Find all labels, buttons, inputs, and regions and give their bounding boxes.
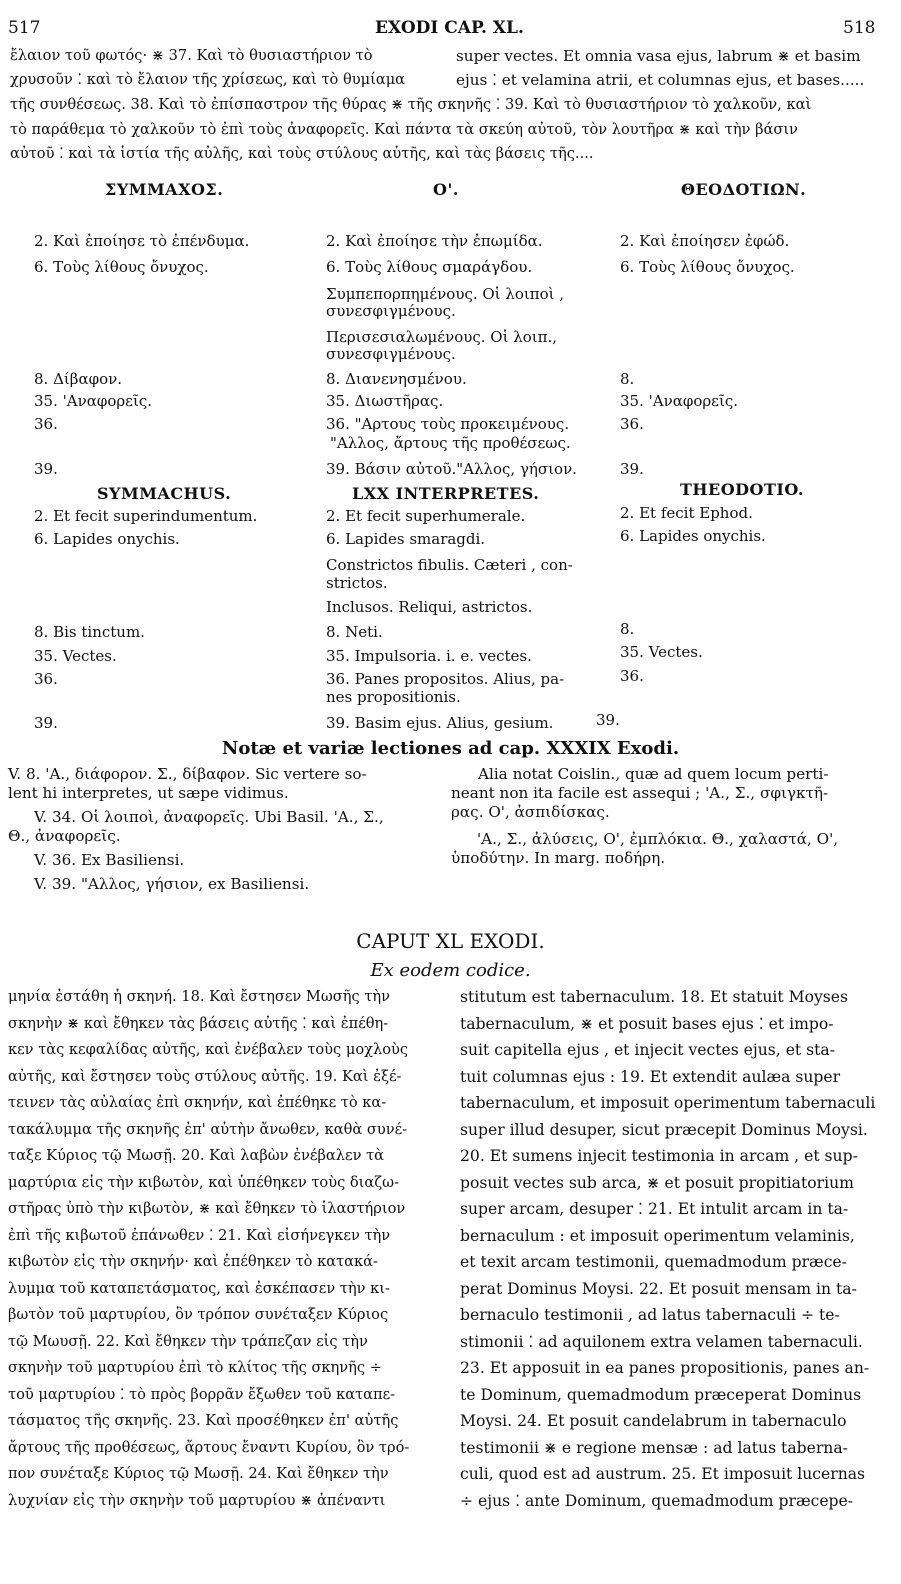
table-cell: 35. Διωστῆρας. <box>326 392 444 410</box>
table-cell: 36. <box>620 415 644 433</box>
table-cell: nes propositionis. <box>326 688 461 706</box>
table-cell: 39. <box>34 714 58 732</box>
note-line: V. 39. "Αλλος, γήσιον, ex Basiliensi. <box>34 875 310 893</box>
intro-line: τὸ παράθεμα τὸ χαλκοῦν τὸ ἐπὶ τοὺς ἀναφορεῖς. Καὶ πάντα τὰ σκεύη αὐτοῦ, τὸν λουτῆρα ⋇ καὶ τὴν βάσιν <box>10 121 798 138</box>
column-header-theodotion-latin: THEODOTIO. <box>680 480 804 499</box>
intro-line: ejus ⁚ et velamina atrii, et columnas ejus, et bases..... <box>456 71 865 89</box>
greek-text-line: τάσματος τῆς σκηνῆς. 23. Καὶ προσέθηκεν ἐπ' αὐτῆς <box>8 1412 399 1429</box>
table-cell: 2. Et fecit superhumerale. <box>326 507 526 525</box>
column-header-theodotion-greek: ΘΕΟΔΟΤΙΩΝ. <box>681 180 807 199</box>
table-cell: συνεσφιγμένους. <box>326 302 456 320</box>
greek-text-line: πον συνέταξε Κύριος τῷ Μωσῇ. 24. Καὶ ἔθηκεν τὴν <box>8 1465 389 1482</box>
note-line: V. 34. Οἱ λοιποὶ, ἀναφορεῖς. Ubi Basil. 'Α., Σ., <box>34 808 384 826</box>
chapter-title: CAPUT XL EXODI. <box>356 929 545 953</box>
table-cell: "Αλλος, ἄρτους τῆς προθέσεως. <box>330 434 571 452</box>
running-title: EXODI CAP. XL. <box>375 18 524 38</box>
greek-text-line: τῷ Μωυσῇ. 22. Καὶ ἔθηκεν τὴν τράπεζαν εἰς τὴν <box>8 1332 368 1350</box>
greek-text-line: τεινεν τὰς αὐλαίας ἐπὶ σκηνήν, καὶ ἐπέθηκε τὸ κα- <box>8 1094 387 1111</box>
column-header-symmachus-greek: ΣΥΜΜΑΧΟΣ. <box>105 180 224 199</box>
note-line: neant non ita facile est assequi ; 'Α., Σ., σφιγκτῆ- <box>451 784 829 802</box>
table-cell: 6. Τοὺς λίθους σμαράγδου. <box>326 258 533 276</box>
column-header-lxx-greek: Ο'. <box>433 180 459 199</box>
table-cell: 2. Καὶ ἐποίησεν ἐφώδ. <box>620 232 790 250</box>
column-header-lxx-latin: LXX INTERPRETES. <box>352 484 540 503</box>
greek-text-line: ἐπὶ τῆς κιβωτοῦ ἐπάνωθεν ⁚ 21. Καὶ εἰσήνεγκεν τὴν <box>8 1226 391 1244</box>
page-number-right: 518 <box>843 18 876 38</box>
intro-line: super vectes. Et omnia vasa ejus, labrum ⋇ et basim <box>456 47 861 65</box>
latin-text-line: bernaculum : et imposuit operimentum velaminis, <box>460 1226 855 1245</box>
table-cell: Inclusos. Reliqui, astrictos. <box>326 598 533 616</box>
latin-text-line: et texit arcam testimonii, quemadmodum præce- <box>460 1253 847 1271</box>
latin-text-line: posuit vectes sub arca, ⋇ et posuit propitiatorium <box>460 1173 854 1192</box>
intro-line: αὐτοῦ ⁚ καὶ τὰ ἱστία τῆς αὐλῆς, καὶ τοὺς στύλους αὐτῆς, καὶ τὰς βάσεις τῆς.... <box>10 145 594 162</box>
table-cell: 2. Καὶ ἐποίησε τὸ ἐπένδυμα. <box>34 232 250 250</box>
table-cell: 39. <box>596 711 620 729</box>
table-cell: 39. <box>620 460 644 478</box>
table-cell: 6. Lapides onychis. <box>620 527 766 545</box>
intro-line: τῆς συνθέσεως. 38. Καὶ τὸ ἐπίσπαστρον τῆς θύρας ⋇ τῆς σκηνῆς ⁚ 39. Καὶ τὸ θυσιαστήριον τὸ χαλκοῦν, καὶ <box>10 96 812 113</box>
table-cell: 39. Βάσιν αὐτοῦ."Αλλος, γήσιον. <box>326 460 577 478</box>
table-cell: 35. 'Αναφορεῖς. <box>620 392 739 410</box>
latin-text-line: tabernaculum, ⋇ et posuit bases ejus ⁚ et impo- <box>460 1014 834 1033</box>
table-cell: 36. <box>34 670 58 688</box>
table-cell: 8. Δίβαφον. <box>34 370 123 388</box>
table-cell: 36. Panes propositos. Alius, pa- <box>326 670 565 688</box>
table-cell: 6. Τοὺς λίθους ὄνυχος. <box>620 258 795 276</box>
latin-text-line: super arcam, desuper ⁚ 21. Et intulit arcam in ta- <box>460 1200 849 1218</box>
latin-text-line: bernaculo testimonii , ad latus tabernaculi ÷ te- <box>460 1306 840 1324</box>
table-cell: 36. <box>620 667 644 685</box>
greek-text-line: σκηνὴν ⋇ καὶ ἔθηκεν τὰς βάσεις αὐτῆς ⁚ καὶ ἐπέθη- <box>8 1014 389 1032</box>
greek-text-line: μηνία ἐστάθη ἡ σκηνή. 18. Καὶ ἔστησεν Μωσῆς τὴν <box>8 988 390 1005</box>
note-line: ρας. Ο', ἀσπιδίσκας. <box>451 803 610 821</box>
greek-text-line: κεν τὰς κεφαλίδας αὐτῆς, καὶ ἐνέβαλεν τοὺς μοχλοὺς <box>8 1041 409 1058</box>
note-line: lent hi interpretes, ut sæpe vidimus. <box>8 784 289 802</box>
table-cell: 39. Basim ejus. Alius, gesium. <box>326 714 554 732</box>
column-header-symmachus-latin: SYMMACHUS. <box>97 484 232 503</box>
latin-text-line: testimonii ⋇ e regione mensæ : ad latus taberna- <box>460 1438 848 1457</box>
table-cell: 8. <box>620 370 635 388</box>
greek-text-line: σκηνὴν τοῦ μαρτυρίου ἐπὶ τὸ κλίτος τῆς σκηνῆς ÷ <box>8 1359 382 1376</box>
table-cell: 8. Neti. <box>326 623 383 641</box>
note-line: V. 36. Ex Basiliensi. <box>34 851 185 869</box>
latin-text-line: tabernaculum, et imposuit operimentum tabernaculi <box>460 1094 876 1112</box>
note-line: ὑποδύτην. In marg. ποδήρη. <box>451 849 666 867</box>
latin-text-line: suit capitella ejus , et injecit vectes ejus, et sta- <box>460 1041 835 1059</box>
latin-text-line: tuit columnas ejus : 19. Et extendit aulæa super <box>460 1067 841 1086</box>
greek-text-line: ἄρτους τῆς προθέσεως, ἄρτους ἔναντι Κυρίου, ὃν τρό- <box>8 1438 410 1456</box>
notes-title: Notæ et variæ lectiones ad cap. XXXIX Exodi. <box>221 738 680 759</box>
latin-text-line: stimonii ⁚ ad aquilonem extra velamen tabernaculi. <box>460 1332 863 1351</box>
greek-text-line: τακάλυμμα τῆς σκηνῆς ἐπ' αὐτὴν ἄνωθεν, καθὰ συνέ- <box>8 1120 408 1138</box>
latin-text-line: perat Dominus Moysi. 22. Et posuit mensam in ta- <box>460 1279 857 1298</box>
table-cell: 6. Τοὺς λίθους ὄνυχος. <box>34 258 209 276</box>
table-cell: Συμπεπορπημένους. Οἱ λοιποὶ , <box>326 285 565 303</box>
table-cell: 6. Lapides onychis. <box>34 530 180 548</box>
latin-text-line: super illud desuper, sicut præcepit Dominus Moysi. <box>460 1120 868 1139</box>
intro-line: ἔλαιον τοῦ φωτός· ⋇ 37. Καὶ τὸ θυσιαστήριον τὸ <box>10 47 373 64</box>
greek-text-line: αὐτῆς, καὶ ἔστησεν τοὺς στύλους αὐτῆς. 19. Καὶ ἐξέ- <box>8 1067 402 1085</box>
greek-text-line: κιβωτὸν εἰς τὴν σκηνήν· καὶ ἐπέθηκεν τὸ κατακά- <box>8 1253 378 1270</box>
table-cell: 36. "Αρτους τοὺς προκειμένους. <box>326 415 570 433</box>
greek-text-line: τοῦ μαρτυρίου ⁚ τὸ πρὸς βορρᾶν ἔξωθεν τοῦ καταπε- <box>8 1385 396 1403</box>
table-cell: 35. Impulsoria. i. e. vectes. <box>326 647 532 665</box>
table-cell: 35. 'Αναφορεῖς. <box>34 392 153 410</box>
latin-text-line: ÷ ejus ⁚ ante Dominum, quemadmodum præcepe- <box>460 1491 854 1510</box>
table-cell: 35. Vectes. <box>620 643 703 661</box>
table-cell: 36. <box>34 415 58 433</box>
table-cell: 6. Lapides smaragdi. <box>326 530 486 548</box>
table-cell: Constrictos fibulis. Cæteri , con- <box>326 556 573 574</box>
table-cell: strictos. <box>326 574 388 592</box>
latin-text-line: stitutum est tabernaculum. 18. Et statuit Moyses <box>460 988 848 1006</box>
page-number-left: 517 <box>8 18 41 38</box>
greek-text-line: μαρτύρια εἰς τὴν κιβωτὸν, καὶ ὑπέθηκεν τοὺς διαζω- <box>8 1173 400 1191</box>
table-cell: 35. Vectes. <box>34 647 117 665</box>
greek-text-line: ταξε Κύριος τῷ Μωσῇ. 20. Καὶ λαβὼν ἐνέβαλεν τὰ <box>8 1147 385 1164</box>
chapter-subtitle: Ex eodem codice. <box>370 960 531 981</box>
intro-line: χρυσοῦν ⁚ καὶ τὸ ἔλαιον τῆς χρίσεως, καὶ τὸ θυμίαμα <box>10 71 406 88</box>
greek-text-line: βωτὸν τοῦ μαρτυρίου, ὃν τρόπον συνέταξεν Κύριος <box>8 1306 389 1323</box>
table-cell: 8. Διανενησμένου. <box>326 370 467 388</box>
note-line: Θ., ἀναφορεῖς. <box>8 827 121 845</box>
table-cell: 2. Et fecit superindumentum. <box>34 507 258 525</box>
table-cell: 2. Καὶ ἐποίησε τὴν ἐπωμίδα. <box>326 232 543 250</box>
note-line: Alia notat Coislin., quæ ad quem locum perti- <box>478 765 829 783</box>
latin-text-line: culi, quod est ad austrum. 25. Et imposuit lucernas <box>460 1465 866 1483</box>
table-cell: 8. <box>620 620 635 638</box>
greek-text-line: λυχνίαν εἰς τὴν σκηνὴν τοῦ μαρτυρίου ⋇ ἀπέναντι <box>8 1491 386 1509</box>
table-cell: 39. <box>34 460 58 478</box>
note-line: V. 8. 'Α., διάφορον. Σ., δίβαφον. Sic vertere so- <box>8 765 367 783</box>
greek-text-line: στῆρας ὑπὸ τὴν κιβωτὸν, ⋇ καὶ ἔθηκεν τὸ ἱλαστήριον <box>8 1200 406 1217</box>
greek-text-line: λυμμα τοῦ καταπετάσματος, καὶ ἐσκέπασεν τὴν κι- <box>8 1279 390 1297</box>
table-cell: Περισεσιαλωμένους. Οἱ λοιπ., <box>326 328 558 346</box>
table-cell: 8. Bis tinctum. <box>34 623 145 641</box>
latin-text-line: 20. Et sumens injecit testimonia in arcam , et sup- <box>460 1147 858 1165</box>
table-cell: 2. Et fecit Ephod. <box>620 504 753 522</box>
note-line: 'Α., Σ., ἀλύσεις, Ο', ἐμπλόκια. Θ., χαλαστά, Ο', <box>477 830 839 848</box>
table-cell: συνεσφιγμένους. <box>326 345 456 363</box>
latin-text-line: 23. Et apposuit in ea panes propositionis, panes an- <box>460 1359 870 1377</box>
latin-text-line: te Dominum, quemadmodum præceperat Dominus <box>460 1385 862 1404</box>
latin-text-line: Moysi. 24. Et posuit candelabrum in tabernaculo <box>460 1412 847 1430</box>
